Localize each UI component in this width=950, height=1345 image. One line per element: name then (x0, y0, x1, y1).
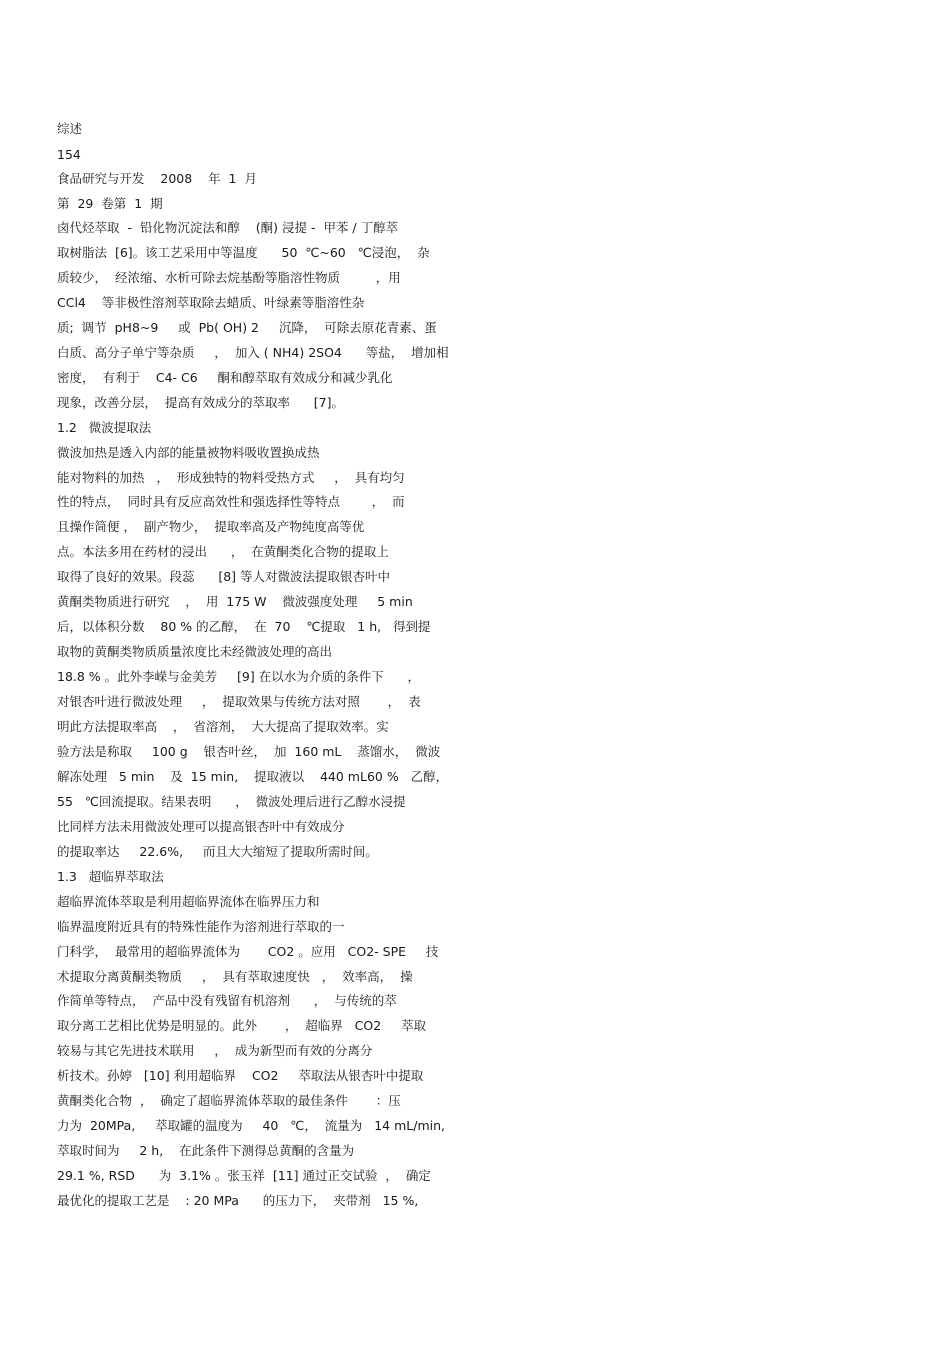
text-line: 临界温度附近具有的特殊性能作为溶剂进行萃取的一 (57, 919, 345, 934)
text-line: 卤代烃萃取 - 铅化物沉淀法和醇 (酮) 浸提 - 甲苯 / 丁醇萃 (57, 220, 399, 235)
text-line: 取得了良好的效果。段蕊 [8] 等人对微波法提取银杏叶中 (57, 569, 391, 584)
text-line: 点。本法多用在药材的浸出 ， 在黄酮类化合物的提取上 (57, 544, 389, 559)
text-line: 微波加热是透入内部的能量被物料吸收置换成热 (57, 445, 320, 460)
text-line: 析技术。孙婷 [10] 利用超临界 CO2 萃取法从银杏叶中提取 (57, 1068, 424, 1083)
section-heading: 1.2 微波提取法 (57, 420, 152, 435)
text-line: 萃取时间为 2 h, 在此条件下测得总黄酮的含量为 (57, 1143, 355, 1158)
text-line: 验方法是称取 100 g 银杏叶丝， 加 160 mL 蒸馏水， 微波 (57, 744, 441, 759)
text-line: 最优化的提取工艺是 : 20 MPa 的压力下， 夹带剂 15 %, (57, 1193, 419, 1208)
text-line: 的提取率达 22.6%, 而且大大缩短了提取所需时间。 (57, 844, 378, 859)
text-line: 作简单等特点， 产品中没有残留有机溶剂 ， 与传统的萃 (57, 993, 397, 1008)
text-line: 白质、高分子单宁等杂质 ， 加入 ( NH4) 2SO4 等盐， 增加相 (57, 345, 449, 360)
section-label: 综述 (57, 121, 83, 136)
text-line: 超临界流体萃取是利用超临界流体在临界压力和 (57, 894, 320, 909)
text-line: 明此方法提取率高 ， 省溶剂， 大大提高了提取效率。实 (57, 719, 389, 734)
text-line: 力为 20MPa, 萃取罐的温度为 40 ℃， 流量为 14 mL/min, (57, 1118, 445, 1133)
section-heading: 1.3 超临界萃取法 (57, 869, 164, 884)
volume-issue: 第 29 卷第 1 期 (57, 196, 163, 211)
text-line: 性的特点， 同时具有反应高效性和强选择性等特点 ， 而 (57, 494, 405, 509)
text-line: 对银杏叶进行微波处理 ， 提取效果与传统方法对照 ， 表 (57, 694, 421, 709)
text-line: 解冻处理 5 min 及 15 min, 提取液以 440 mL60 % 乙醇， (57, 769, 449, 784)
text-line: 29.1 %, RSD 为 3.1% 。张玉祥 [11] 通过正交试验 ， 确定 (57, 1168, 431, 1183)
journal-issue: 食品研究与开发 2008 年 1 月 (57, 171, 257, 186)
text-line: 55 ℃回流提取。结果表明 ， 微波处理后进行乙醇水浸提 (57, 794, 406, 809)
text-line: 能对物料的加热 ， 形成独特的物料受热方式 ， 具有均匀 (57, 470, 405, 485)
text-line: CCl4 等非极性溶剂萃取除去蜡质、叶绿素等脂溶性杂 (57, 295, 365, 310)
text-line: 术提取分离黄酮类物质 ， 具有萃取速度快 ， 效率高， 操 (57, 969, 413, 984)
text-line: 黄酮类化合物 ， 确定了超临界流体萃取的最佳条件 ：压 (57, 1093, 401, 1108)
text-line: 较易与其它先进技术联用 ， 成为新型而有效的分离分 (57, 1043, 373, 1058)
text-line: 现象，改善分层， 提高有效成分的萃取率 [7]。 (57, 395, 344, 410)
text-line: 质较少， 经浓缩、水析可除去烷基酚等脂溶性物质 ，用 (57, 270, 401, 285)
text-line: 且操作简便 ， 副产物少， 提取率高及产物纯度高等优 (57, 519, 365, 534)
text-line: 质; 调节 pH8~9 或 Pb( OH) 2 沉降， 可除去原花青素、蛋 (57, 320, 437, 335)
text-line: 黄酮类物质进行研究 ， 用 175 W 微波强度处理 5 min (57, 594, 413, 609)
text-line: 取树脂法 [6]。该工艺采用中等温度 50 ℃~60 ℃浸泡， 杂 (57, 245, 430, 260)
text-line: 取分离工艺相比优势是明显的。此外 ， 超临界 CO2 萃取 (57, 1018, 427, 1033)
page-number: 154 (57, 147, 81, 162)
text-line: 取物的黄酮类物质质量浓度比未经微波处理的高出 (57, 644, 333, 659)
text-line: 比同样方法未用微波处理可以提高银杏叶中有效成分 (57, 819, 345, 834)
text-line: 密度， 有利于 C4- C6 酮和醇萃取有效成分和减少乳化 (57, 370, 393, 385)
text-line: 后，以体积分数 80 % 的乙醇， 在 70 ℃提取 1 h, 得到提 (57, 619, 431, 634)
text-line: 门科学， 最常用的超临界流体为 CO2 。应用 CO2- SPE 技 (57, 944, 439, 959)
text-line: 18.8 % 。此外李嵘与金美芳 [9] 在以水为介质的条件下 ， (57, 669, 421, 684)
